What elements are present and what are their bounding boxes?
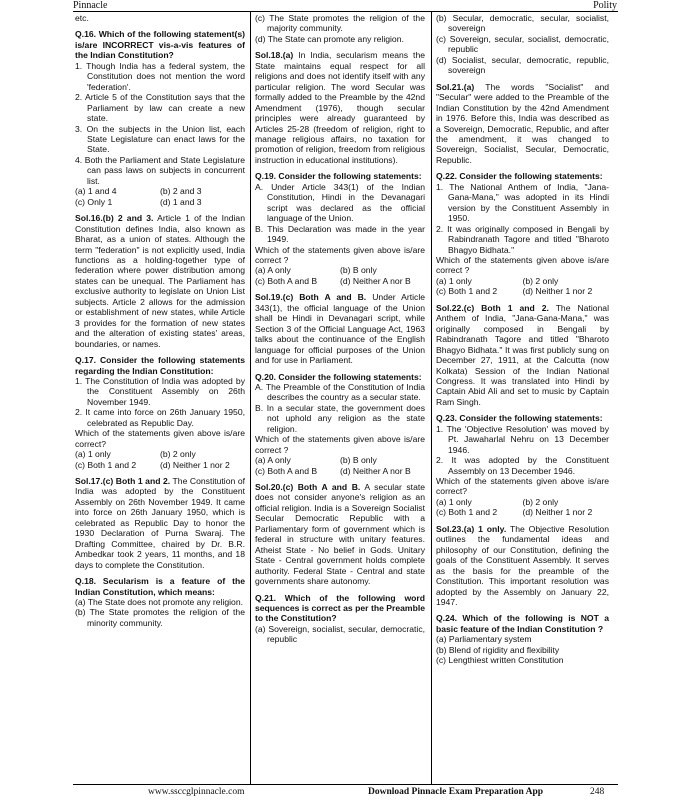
solution-17: Sol.17.(c) Both 1 and 2. The Constitution of India was adopted by the Constituent Assembly on 26th November 1949. It came into force on 26th January 1950, which is celebrated as Republic Day to honor the 1930 Declaration of Purna Swaraj. The Drafting Committee, chaired by Dr. B.R. Ambedkar took 2 years, 11 months, and 18 days to complete the Constitution. (75, 476, 245, 570)
options-row (436, 286, 609, 296)
options-row (436, 497, 609, 507)
option: (a) Parliamentary system (436, 634, 532, 645)
option: (d) Neither A nor B (340, 465, 411, 476)
column-3 (436, 13, 609, 666)
question-prompt: Which of the statements given above is/are correct? (436, 476, 609, 497)
option: (d) 1 and 3 (160, 196, 202, 207)
solution-18: Sol.18.(a) In India, secularism means the State maintains equal respect for all religions and does not identify itself with any particular religion. The word Secular was formally added to the Preamble by the 42nd Amendment (1976), though secular principles were already guaranteed by Articles 25-28 (freedom of religion, right to manage religious affairs, no taxation for promotion of religion, freedom from religious instruction in educational institutions). (255, 50, 425, 165)
option: (a) 1 only (436, 275, 472, 286)
option: (a) 1 only (436, 496, 472, 507)
option: (c) Both A and B (255, 465, 318, 476)
option: (c) Both A and B (255, 275, 318, 286)
list-item: B. This Declaration was made in the year 1949. (255, 223, 425, 245)
list-item: 2. It came into force on 26th January 1950, celebrated as Republic Day. (75, 407, 245, 428)
option: (a) Sovereign, socialist, secular, democratic, republic (255, 623, 425, 645)
footer-website-link[interactable]: www.ssccglpinnacle.com (148, 787, 245, 797)
options-row (255, 466, 425, 476)
column-divider (431, 12, 432, 784)
option: (b) Blend of rigidity and flexibility (436, 644, 560, 655)
option: (a) A only (255, 455, 291, 466)
solution-23: Sol.23.(a) 1 only. The Objective Resolution outlines the fundamental ideas and philosophy of our Constitution, defining the goals of the Constituent Assembly. It serves as the basis for the preamble of the Constitution. This important resolution was adopted by the Assembly on January 22, 1947. (436, 523, 609, 608)
option: (b) The State promotes the religion of the minority community. (75, 607, 245, 628)
list-item: 1. The 'Objective Resolution' was moved by Pt. Jawaharlal Nehru on 13 December 1946. (436, 423, 609, 455)
option: (a) A only (255, 265, 291, 276)
page-footer (0, 784, 683, 800)
option: (c) The State promotes the religion of the majority community. (255, 13, 425, 34)
options-row (255, 265, 425, 275)
option: (d) Neither A nor B (340, 275, 411, 286)
options-row (436, 507, 609, 517)
solution-19: Sol.19.(c) Both A and B. Under Article 343(1), the official language of the Union shall be Hindi in Devanagari script, while Section 3 of the Official Language Act, 1963 talks about the continuance of the English language for official purposes of the Union and for use in Parliament. (255, 292, 426, 366)
options-row (436, 276, 609, 286)
option: (c) Sovereign, secular, socialist, democratic, republic (436, 33, 609, 55)
column-divider (250, 12, 251, 784)
question-prompt: Which of the statements given above is/are correct? (75, 428, 245, 449)
option: (b) 2 only (160, 449, 196, 460)
list-item: A. Under Article 343(1) of the Indian Constitution, Hindi in the Devanagari script was declared as the official language of the Union. (255, 181, 425, 224)
option: (c) Both 1 and 2 (436, 507, 498, 518)
question-23: Q.23. Consider the following statements: (436, 413, 603, 424)
column-2 (255, 13, 425, 645)
option: (b) Secular, democratic, secular, socialist, sovereign (436, 13, 609, 34)
option: (a) The State does not promote any religion. (75, 597, 243, 608)
solution-22: Sol.22.(c) Both 1 and 2. The National Anthem of India, "Jana-Gana-Mana," was originally composed in Bengali by Rabindranath Tagore and titled "Bharoto Bhagyo Bidhata." It was first publicly sung on December 27, 1911, at the Calcutta (now Kolkata) Session of the Indian National Congress. It was translated into Hindi by Captain Abid Ali and set to music by Captain Ram Singh. (436, 302, 609, 407)
question-20: Q.20. Consider the following statements: (255, 371, 422, 382)
option: (a) 1 and 4 (75, 186, 117, 197)
column-1 (75, 13, 245, 628)
option: (d) Neither 1 nor 2 (522, 286, 593, 297)
solution-16: Sol.16.(b) 2 and 3. Article 1 of the Indian Constitution defines India, also known as Bharat, as a union of states. Although the term "federation" is not explicitly used, India functions as a holding-together type of federation where power distribution among states can be unequal. The Parliament has exclusive authority to legislate on Union List subjects. Article 2 allows for the admission or establishment of new states, while Article 3 provides for the formation of new states and the alteration of existing states' areas, boundaries, or names. (75, 213, 245, 349)
option: (b) B only (340, 455, 377, 466)
options-row (255, 276, 425, 286)
header-left: Pinnacle (73, 0, 108, 11)
list-item: 4. Both the Parliament and State Legislature can pass laws on subjects in concurrent list. (75, 154, 245, 186)
list-item: 2. Article 5 of the Constitution says that the Parliament by law can create a new state. (75, 92, 245, 124)
question-21: Q.21. Which of the following word sequences is correct as per the Preamble to the Constitution? (255, 592, 425, 624)
question-prompt: Which of the statements given above is/are correct ? (255, 244, 425, 265)
option: (b) 2 only (522, 496, 559, 507)
option: (d) Neither 1 nor 2 (160, 459, 230, 470)
list-item: 2. It was originally composed in Bengali by Rabindranath Tagore and titled "Bharoto Bhagyo Bidhata." (436, 223, 609, 255)
list-item: 1. The National Anthem of India, "Jana-Gana-Mana," was adopted in its Hindi version by the Constituent Assembly in 1950. (436, 181, 609, 224)
question-17: Q.17. Consider the following statements regarding the Indian Constitution: (75, 355, 245, 376)
options-row (75, 449, 245, 459)
options-row (75, 197, 245, 207)
question-prompt: Which of the statements given above is/are correct ? (436, 254, 609, 276)
header-right: Polity (593, 0, 617, 11)
option: (d) Socialist, secular, democratic, republic, sovereign (436, 54, 609, 76)
list-item: A. The Preamble of the Constitution of India describes the country as a secular state. (255, 381, 425, 403)
list-item: 1. Though India has a federal system, the Constitution does not mention the word 'federation'. (75, 60, 245, 92)
options-row (75, 186, 245, 196)
question-19: Q.19. Consider the following statements: (255, 171, 422, 182)
list-item: B. In a secular state, the government does not uphold any religion as the state religion. (255, 402, 425, 434)
option: (a) 1 only (75, 449, 111, 460)
question-16: Q.16. Which of the following statement(s) is/are INCORRECT vis-a-vis features of the Indian Constitution? (75, 29, 245, 61)
question-24: Q.24. Which of the following is NOT a basic feature of the Indian Constitution ? (436, 613, 609, 634)
option: (c) Both 1 and 2 (436, 286, 498, 297)
list-item: 3. On the subjects in the Union list, each State Legislature can enact laws for the State. (75, 123, 245, 155)
footer-app-promo: Download Pinnacle Exam Preparation App (368, 787, 544, 797)
continued-text: etc. (75, 13, 89, 23)
option: (c) Both 1 and 2 (75, 459, 137, 470)
list-item: 2. It was adopted by the Constituent Assembly on 13 December 1946. (436, 455, 609, 476)
question-prompt: Which of the statements given above is/are correct ? (255, 434, 425, 455)
solution-21: Sol.21.(a) The words "Socialist" and "Secular" were added to the Preamble of the Indian Constitution by the 42nd Amendment in 1976. Before this, India was described as a Sovereign, Democratic, Republic, and after the amendment, it was changed to Sovereign, Socialist, Secular, Democratic, Republic. (436, 81, 610, 165)
options-row (75, 460, 245, 470)
option: (b) 2 only (522, 275, 559, 286)
option: (c) Lengthiest written Constitution (436, 655, 564, 666)
option: (d) Neither 1 nor 2 (522, 507, 593, 518)
question-18: Q.18. Secularism is a feature of the Indian Constitution, which means: (75, 576, 245, 597)
solution-20: Sol.20.(c) Both A and B. A secular state does not consider anyone's religion as an official religion. India is a Sovereign Socialist Secular Democratic Republic with a Parliamentary form of government which is federal in structure with unitary features. Atheist State - No belief in Gods. Unitary State - Central government holds complete authority. Federal State - Central and state governments share autonomy. (255, 482, 426, 587)
option: (c) Only 1 (75, 196, 113, 207)
list-item: 1. The Constitution of India was adopted by the Constituent Assembly on 26th November 1949. (75, 375, 245, 407)
question-22: Q.22. Consider the following statements: (436, 171, 603, 182)
header-rule (73, 11, 618, 12)
option: (d) The State can promote any religion. (255, 33, 404, 44)
option: (b) B only (340, 265, 377, 276)
options-row (255, 455, 425, 465)
option: (b) 2 and 3 (160, 186, 202, 197)
page-number: 248 (590, 787, 605, 797)
